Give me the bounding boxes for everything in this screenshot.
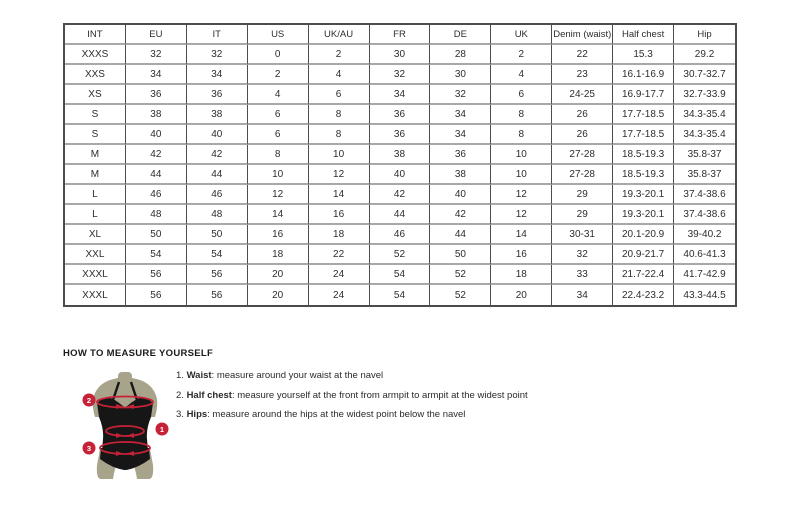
table-cell: 52: [430, 265, 491, 285]
table-cell: 10: [309, 145, 370, 165]
table-cell: 54: [370, 265, 431, 285]
table-cell: 14: [309, 185, 370, 205]
step-number: 2.: [176, 389, 187, 401]
table-cell: 36: [430, 145, 491, 165]
column-header: IT: [187, 25, 248, 45]
table-cell: 2: [491, 45, 552, 65]
table-row: [65, 285, 735, 305]
table-cell: 44: [430, 225, 491, 245]
table-cell: 34: [552, 285, 613, 305]
table-cell: 19.3-20.1: [613, 185, 674, 205]
table-cell: 34: [126, 65, 187, 85]
step-number: 3.: [176, 409, 187, 420]
table-cell: 18: [309, 225, 370, 245]
table-cell: 38: [370, 145, 431, 165]
marker-chest-number: 2: [86, 395, 92, 405]
table-cell: 40: [430, 185, 491, 205]
table-cell: 22: [309, 245, 370, 265]
table-cell: 20: [248, 265, 309, 285]
table-cell: 52: [370, 245, 431, 265]
table-cell: 0: [248, 45, 309, 65]
marker-hips-number: 3: [86, 443, 92, 453]
table-cell: 4: [491, 65, 552, 85]
measure-step: [176, 409, 528, 420]
table-cell: 30-31: [552, 225, 613, 245]
table-cell: 18.5-19.3: [613, 145, 674, 165]
table-cell: 8: [309, 105, 370, 125]
table-cell: 50: [126, 225, 187, 245]
table-cell: 26: [552, 125, 613, 145]
table-cell: 32: [187, 45, 248, 65]
table-cell: 14: [491, 225, 552, 245]
step-number: 1.: [176, 370, 187, 381]
table-cell: 19.3-20.1: [613, 205, 674, 225]
table-cell: 56: [126, 265, 187, 285]
table-row: [65, 205, 735, 225]
table-cell: 34.3-35.4: [674, 125, 735, 145]
table-cell: 32.7-33.9: [674, 85, 735, 105]
table-cell: XXL: [65, 245, 126, 265]
table-cell: 38: [430, 165, 491, 185]
table-cell: 29: [552, 205, 613, 225]
table-cell: 27-28: [552, 165, 613, 185]
table-cell: 16: [248, 225, 309, 245]
table-cell: 40: [126, 125, 187, 145]
table-cell: 16: [491, 245, 552, 265]
table-cell: 8: [309, 125, 370, 145]
table-cell: 38: [187, 105, 248, 125]
table-cell: 15.3: [613, 45, 674, 65]
table-cell: 16.1-16.9: [613, 65, 674, 85]
table-row: [65, 85, 735, 105]
table-cell: 38: [126, 105, 187, 125]
table-cell: M: [65, 165, 126, 185]
table-cell: 20.1-20.9: [613, 225, 674, 245]
table-row: [65, 245, 735, 265]
section-heading: HOW TO MEASURE YOURSELF: [63, 348, 214, 359]
table-cell: 37.4-38.6: [674, 205, 735, 225]
table-cell: 40: [187, 125, 248, 145]
table-cell: 34: [187, 65, 248, 85]
table-cell: 22: [552, 45, 613, 65]
table-cell: 24: [309, 285, 370, 305]
table-cell: 46: [187, 185, 248, 205]
measure-step: [176, 370, 528, 381]
table-cell: 33: [552, 265, 613, 285]
table-cell: 56: [187, 285, 248, 305]
table-row: [65, 265, 735, 285]
table-head: [65, 25, 735, 45]
step-text: : measure around your waist at the navel: [211, 370, 384, 381]
table-cell: 54: [126, 245, 187, 265]
table-cell: 46: [126, 185, 187, 205]
table-cell: XXXL: [65, 265, 126, 285]
step-label: Half chest: [186, 389, 232, 401]
table-cell: 4: [248, 85, 309, 105]
table-cell: XXXL: [65, 285, 126, 305]
table-cell: 10: [248, 165, 309, 185]
table-cell: 18.5-19.3: [613, 165, 674, 185]
table-cell: 29: [552, 185, 613, 205]
marker-hips: [83, 442, 96, 455]
table-cell: 48: [187, 205, 248, 225]
table-cell: 56: [187, 265, 248, 285]
table-cell: 17.7-18.5: [613, 125, 674, 145]
table-cell: 34.3-35.4: [674, 105, 735, 125]
table-cell: 30: [430, 65, 491, 85]
table-cell: 34: [430, 105, 491, 125]
table-cell: 6: [248, 125, 309, 145]
table-cell: 12: [491, 185, 552, 205]
table-cell: 50: [430, 245, 491, 265]
step-label: Hips: [186, 409, 208, 420]
table-cell: 40.6-41.3: [674, 245, 735, 265]
table-cell: S: [65, 105, 126, 125]
table-body: [65, 45, 735, 305]
table-cell: 4: [309, 65, 370, 85]
table-cell: 23: [552, 65, 613, 85]
table-cell: 6: [491, 85, 552, 105]
table-cell: 34: [370, 85, 431, 105]
table-cell: 36: [370, 105, 431, 125]
column-header: Hip: [674, 25, 735, 45]
table-cell: 43.3-44.5: [683, 289, 726, 301]
table-cell: 24-25: [552, 85, 613, 105]
table-cell: 36: [126, 85, 187, 105]
table-cell: 22.4-23.2: [613, 285, 674, 305]
table-cell: 39-40.2: [674, 225, 735, 245]
table-cell: 20: [248, 285, 309, 305]
table-cell: 2: [309, 45, 370, 65]
table-cell: 24: [309, 265, 370, 285]
table-cell: 20.9-21.7: [613, 245, 674, 265]
table-cell: 54: [187, 245, 248, 265]
table-cell: 46: [370, 225, 431, 245]
table-cell: 32: [370, 65, 431, 85]
table-cell: 56: [126, 285, 187, 305]
table-header-row: [65, 25, 735, 45]
table-row: [65, 125, 735, 145]
table-row: [65, 185, 735, 205]
table-cell: 35.8-37: [674, 165, 735, 185]
table-cell: 30: [370, 45, 431, 65]
size-chart-table: [63, 23, 737, 307]
table-row: [65, 145, 735, 165]
column-header: UK/AU: [309, 25, 370, 45]
table-cell: 48: [126, 205, 187, 225]
table-row: [65, 45, 735, 65]
table-cell: 6: [309, 85, 370, 105]
table-cell: L: [65, 185, 126, 205]
step-text: : measure around the hips at the widest point below the navel: [207, 409, 466, 420]
step-text: : measure yourself at the front from armpit to armpit at the widest point: [231, 389, 528, 401]
table-cell: 42: [370, 185, 431, 205]
column-header: FR: [370, 25, 431, 45]
table-cell: 10: [491, 145, 552, 165]
column-header: DE: [430, 25, 491, 45]
table-cell: 52: [430, 285, 491, 305]
table-cell: 42: [430, 205, 491, 225]
marker-waist-number: 1: [159, 424, 165, 434]
table-cell: 18: [248, 245, 309, 265]
table-cell: 17.7-18.5: [613, 105, 674, 125]
table-row: [65, 105, 735, 125]
table-cell: 16: [309, 205, 370, 225]
table-cell: 42: [126, 145, 187, 165]
table-cell: XS: [65, 85, 126, 105]
table-cell: 21.7-22.4: [613, 265, 674, 285]
table-cell: 54: [370, 285, 431, 305]
table-cell: 29.2: [674, 45, 735, 65]
table-cell: 41.7-42.9: [674, 265, 735, 285]
table-cell: 50: [187, 225, 248, 245]
column-header: UK: [491, 25, 552, 45]
table-cell: 12: [491, 205, 552, 225]
column-header: EU: [126, 25, 187, 45]
table-cell: 40: [370, 165, 431, 185]
table-cell: 12: [248, 185, 309, 205]
measure-step: [176, 390, 528, 401]
table-cell: 36: [370, 125, 431, 145]
table-cell: 35.8-37: [674, 145, 735, 165]
table-cell: M: [65, 145, 126, 165]
table-cell: 30.7-32.7: [674, 65, 735, 85]
measure-steps-list: [176, 370, 528, 429]
table-cell: 20: [491, 285, 552, 305]
table-cell: 8: [248, 145, 309, 165]
table-cell: XL: [65, 225, 126, 245]
table-cell: 37.4-38.6: [674, 185, 735, 205]
table-cell: 2: [248, 65, 309, 85]
column-header: Denim (waist): [552, 25, 613, 45]
table-cell: 27-28: [552, 145, 613, 165]
table-cell: 28: [430, 45, 491, 65]
table-cell: 12: [309, 165, 370, 185]
table-cell: 42: [187, 145, 248, 165]
table-cell: 32: [552, 245, 613, 265]
table-row: [65, 65, 735, 85]
step-label: Waist: [186, 370, 212, 381]
measurement-figure: [79, 371, 171, 485]
table-cell: 14: [248, 205, 309, 225]
table-cell: L: [65, 205, 126, 225]
table-cell: 34: [430, 125, 491, 145]
table-cell: 6: [248, 105, 309, 125]
table-cell: 44: [187, 165, 248, 185]
table-cell: 8: [491, 105, 552, 125]
table-cell: S: [65, 125, 126, 145]
table-cell: 16.9-17.7: [613, 85, 674, 105]
table-cell: 32: [126, 45, 187, 65]
table-cell: XXS: [65, 65, 126, 85]
column-header: INT: [65, 25, 126, 45]
table-cell: 18: [491, 265, 552, 285]
table-cell: 44: [126, 165, 187, 185]
column-header: Half chest: [613, 25, 674, 45]
table-row: [65, 225, 735, 245]
table-cell: XXXS: [65, 45, 126, 65]
table-cell: 32: [430, 85, 491, 105]
marker-chest: [83, 394, 96, 407]
table-cell: 36: [187, 85, 248, 105]
table-cell: 8: [491, 125, 552, 145]
table-cell: 10: [491, 165, 552, 185]
table-cell: 26: [552, 105, 613, 125]
table-cell: 44: [370, 205, 431, 225]
mannequin-illustration: [79, 371, 171, 485]
marker-waist: [156, 423, 169, 436]
table-row: [65, 165, 735, 185]
column-header: US: [248, 25, 309, 45]
